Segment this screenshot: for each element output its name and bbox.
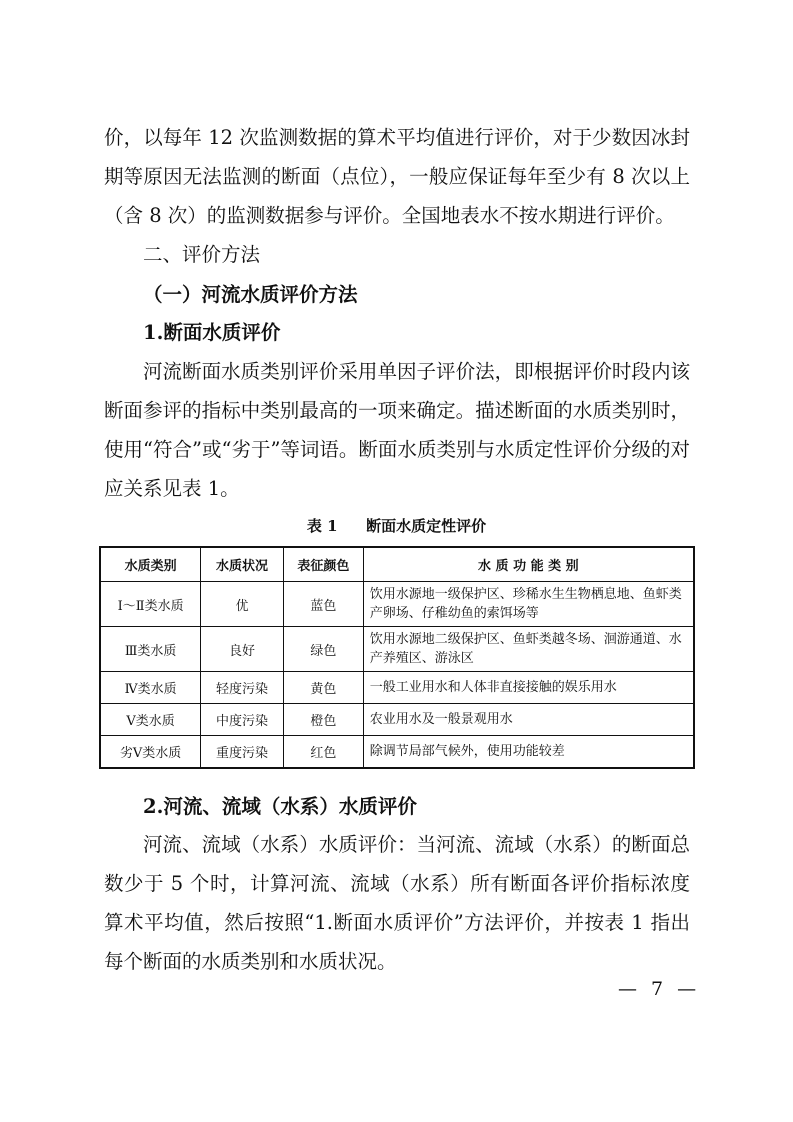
paragraph-single-factor-method: 河流断面水质类别评价采用单因子评价法，即根据评价时段内该断面参评的指标中类别最高的一项来确定。描述断面的水质类别时，使用“符合”或“劣于”等词语。断面水质类别与水质定性评价分级的对应关系见表 1。 (104, 360, 690, 500)
table-cell-color: 绿色 (283, 627, 363, 672)
table-row (100, 736, 694, 769)
table-cell-color: 红色 (283, 736, 363, 769)
section-heading-evaluation-methods: 二、评价方法 (143, 243, 261, 266)
table-caption (0, 514, 793, 538)
table-caption-title: 断面水质定性评价 (366, 517, 487, 535)
table-cell-function: 除调节局部气候外，使用功能较差 (363, 736, 694, 769)
table-header-cell: 表征颜色 (283, 547, 363, 582)
table-header-cell: 水质类别 (100, 547, 201, 582)
table-cell-category: 劣Ⅴ类水质 (100, 736, 201, 769)
table-row (100, 704, 694, 736)
table-header-cell: 水质状况 (201, 547, 284, 582)
item-heading-basin-evaluation: 2.河流、流域（水系）水质评价 (143, 795, 417, 818)
page-number: — 7 — (618, 978, 701, 1000)
table-cell-category: Ⅴ类水质 (100, 704, 201, 736)
table-cell-function: 饮用水源地一级保护区、珍稀水生生物栖息地、鱼虾类产卵场、仔稚幼鱼的索饵场等 (363, 582, 694, 627)
table-cell-status: 良好 (201, 627, 284, 672)
table-cell-status: 轻度污染 (201, 672, 284, 704)
table-header-row (100, 547, 694, 582)
table-cell-color: 蓝色 (283, 582, 363, 627)
table-cell-color: 黄色 (283, 672, 363, 704)
table-row (100, 627, 694, 672)
paragraph-basin-method: 河流、流域（水系）水质评价：当河流、流域（水系）的断面总数少于 5 个时，计算河流、流域（水系）所有断面各评价指标浓度算术平均值，然后按照“1.断面水质评价”方法评价，并按表 1 指出每个断面的水质类别和水质状况。 (104, 833, 690, 973)
table-cell-category: Ⅳ类水质 (100, 672, 201, 704)
water-quality-table (99, 546, 695, 769)
table-cell-status: 优 (201, 582, 284, 627)
subsection-heading-river-methods: （一）河流水质评价方法 (143, 283, 358, 306)
table-cell-status: 重度污染 (201, 736, 284, 769)
table-cell-function: 一般工业用水和人体非直接接触的娱乐用水 (363, 672, 694, 704)
table-cell-status: 中度污染 (201, 704, 284, 736)
table-cell-color: 橙色 (283, 704, 363, 736)
table-header-cell: 水 质 功 能 类 别 (363, 547, 694, 582)
table-row (100, 582, 694, 627)
table-caption-number: 表 1 (306, 517, 338, 535)
table-cell-category: Ⅰ～Ⅱ类水质 (100, 582, 201, 627)
paragraph-intro-continued: 价，以每年 12 次监测数据的算术平均值进行评价，对于少数因冰封期等原因无法监测的断面（点位），一般应保证每年至少有 8 次以上（含 8 次）的监测数据参与评价。全国地表水不按水期进行评价。 (104, 126, 690, 227)
table-row (100, 672, 694, 704)
table-cell-function: 饮用水源地二级保护区、鱼虾类越冬场、洄游通道、水产养殖区、游泳区 (363, 627, 694, 672)
item-heading-section-evaluation: 1.断面水质评价 (143, 321, 281, 344)
table-cell-function: 农业用水及一般景观用水 (363, 704, 694, 736)
table-cell-category: Ⅲ类水质 (100, 627, 201, 672)
